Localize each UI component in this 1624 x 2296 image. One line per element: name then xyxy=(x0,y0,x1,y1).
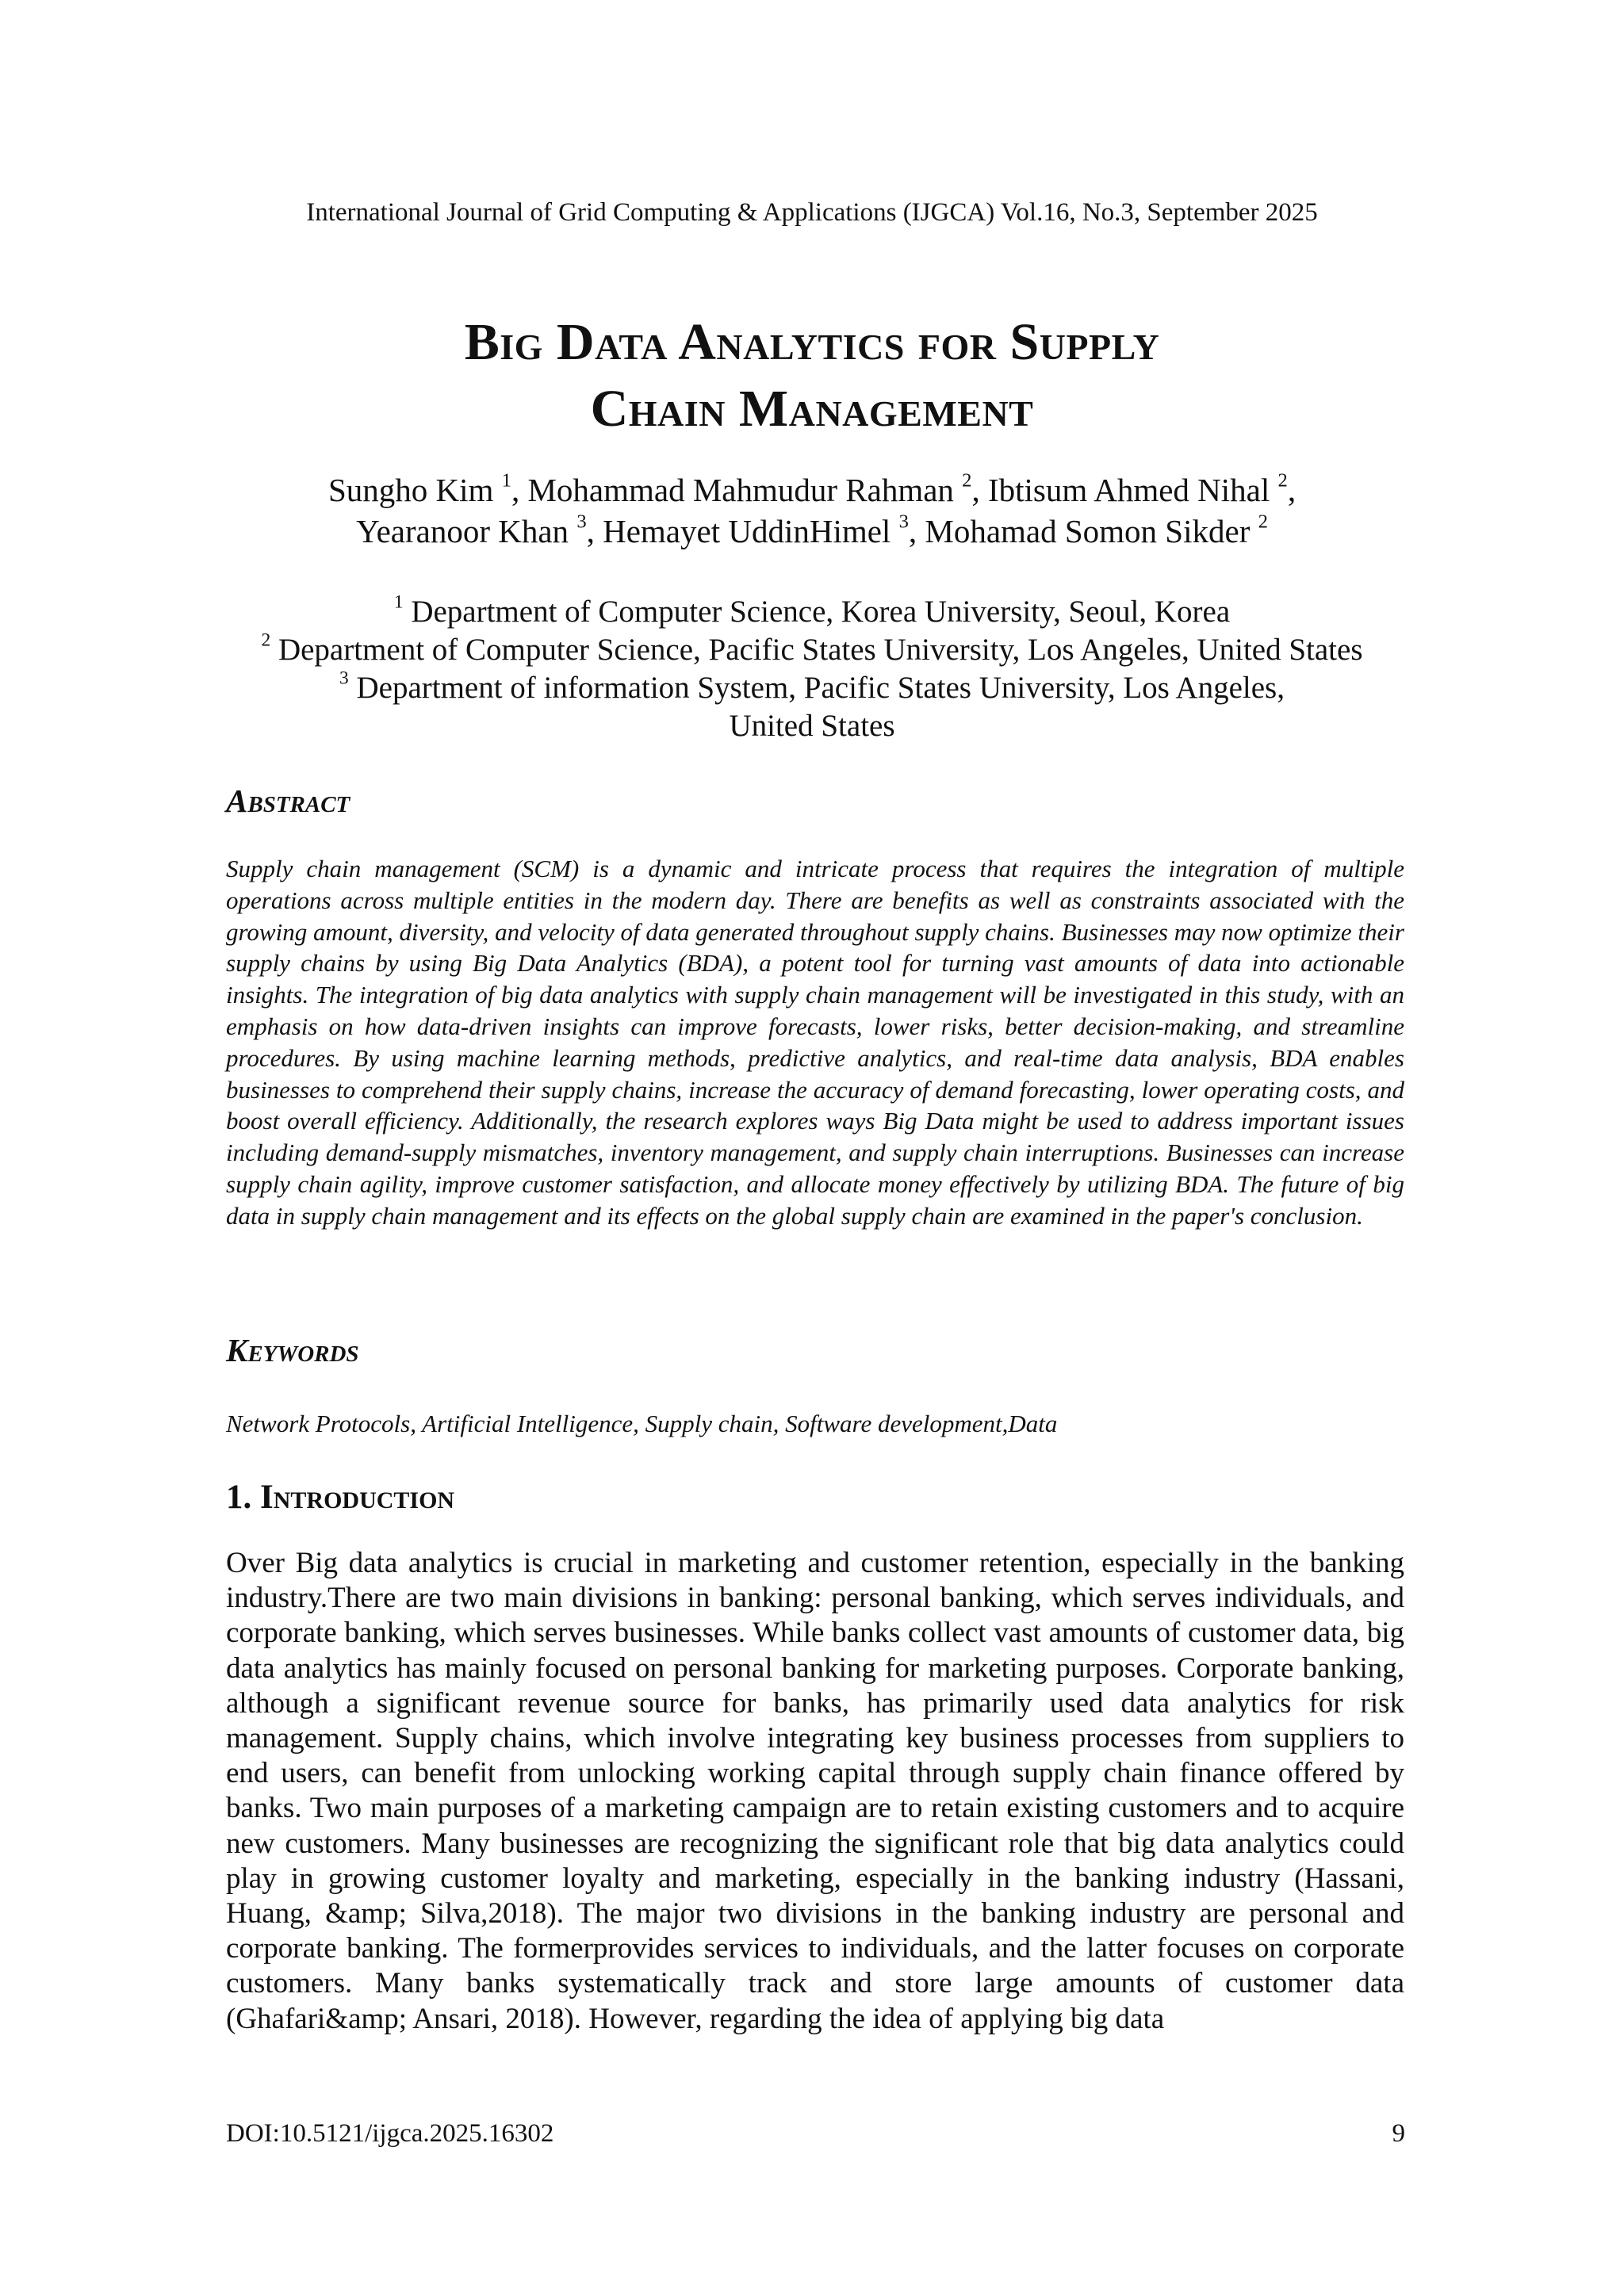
keywords-heading: Keywords xyxy=(226,1332,359,1368)
abstract-heading: Abstract xyxy=(226,783,350,819)
author-name: , Mohammad Mahmudur Rahman xyxy=(511,472,963,508)
author-line-1 xyxy=(0,469,1624,511)
affiliation-marker: 1 xyxy=(393,591,404,613)
author-affiliation-marker: 2 xyxy=(962,469,972,492)
author-separator: , xyxy=(1287,472,1297,508)
affiliation-text: Department of Computer Science, Korea University, Seoul, Korea xyxy=(403,595,1231,629)
author-list xyxy=(0,469,1624,552)
author-name: , Ibtisum Ahmed Nihal xyxy=(971,472,1278,508)
author-affiliation-marker: 1 xyxy=(501,469,511,492)
affiliation-3-continued: United States xyxy=(729,709,895,743)
page-number: 9 xyxy=(1392,2119,1405,2148)
paper-title-line-2: Chain Management xyxy=(590,380,1034,438)
author-name: , Hemayet UddinHimel xyxy=(586,513,899,549)
introduction-heading: 1. Introduction xyxy=(226,1479,455,1516)
affiliation-2 xyxy=(0,631,1624,669)
running-header: International Journal of Grid Computing & Applications (IJGCA) Vol.16, No.3, September 2025 xyxy=(306,198,1318,227)
introduction-text: Over Big data analytics is crucial in marketing and customer retention, especially in the banking industry.There are two main divisions in banking: personal banking, which serves individuals, and corporate banking, which serves businesses. While banks collect vast amounts of customer data, big data analytics has mainly focused on personal banking for marketing purposes. Corporate banking, although a significant revenue source for banks, has primarily used data analytics for risk management. Supply chains, which involve integrating key business processes from suppliers to end users, can benefit from unlocking working capital through supply chain finance offered by banks. Two main purposes of a marketing campaign are to retain existing customers and to acquire new customers. Many businesses are recognizing the significant role that big data analytics could play in growing customer loyalty and marketing, especially in the banking industry (Hassani, Huang, &amp; Silva,2018). The major two divisions in the banking industry are personal and corporate banking. The formerprovides services to individuals, and the latter focuses on corporate customers. Many banks systematically track and store large amounts of customer data (Ghafari&amp; Ansari, 2018). However, regarding the idea of applying big data xyxy=(226,1547,1404,2035)
author-line-2 xyxy=(0,511,1624,552)
author-name: , Mohamad Somon Sikder xyxy=(908,513,1258,549)
author-name: Yearanoor Khan xyxy=(356,513,577,549)
author-affiliation-marker: 2 xyxy=(1277,469,1288,492)
paper-title-line-1: Big Data Analytics for Supply xyxy=(464,313,1160,371)
affiliation-1 xyxy=(0,593,1624,631)
author-affiliation-marker: 3 xyxy=(898,511,909,533)
author-name: Sungho Kim xyxy=(327,472,502,508)
author-affiliation-marker: 3 xyxy=(576,511,587,533)
abstract-text: Supply chain management (SCM) is a dynamic and intricate process that requires the integration of multiple operations across multiple entities in the modern day. There are benefits as well as constraints associated with the growing amount, diversity, and velocity of data generated throughout supply chains. Businesses may now optimize their supply chains by using Big Data Analytics (BDA), a potent tool for turning vast amounts of data into actionable insights. The integration of big data analytics with supply chain management will be investigated in this study, with an emphasis on how data-driven insights can improve forecasts, lower risks, better decision-making, and streamline procedures. By using machine learning methods, predictive analytics, and real-time data analysis, BDA enables businesses to comprehend their supply chains, increase the accuracy of demand forecasting, lower operating costs, and boost overall efficiency. Additionally, the research explores ways Big Data might be used to address important issues including demand-supply mismatches, inventory management, and supply chain interruptions. Businesses can increase supply chain agility, improve customer satisfaction, and allocate money effectively by utilizing BDA. The future of big data in supply chain management and its effects on the global supply chain are examined in the paper's conclusion. xyxy=(226,855,1404,1230)
affiliation-marker: 2 xyxy=(261,629,271,651)
affiliation-list xyxy=(0,593,1624,745)
paper-title xyxy=(0,309,1624,442)
author-affiliation-marker: 2 xyxy=(1258,511,1268,533)
affiliation-3 xyxy=(0,669,1624,707)
keywords-text: Network Protocols, Artificial Intelligence, Supply chain, Software development,Data xyxy=(226,1410,1058,1437)
footer-doi: DOI:10.5121/ijgca.2025.16302 xyxy=(226,2119,554,2148)
affiliation-marker: 3 xyxy=(339,668,349,689)
affiliation-text: Department of Computer Science, Pacific States University, Los Angeles, United States xyxy=(270,633,1363,667)
affiliation-text: Department of information System, Pacific States University, Los Angeles, xyxy=(348,671,1285,705)
